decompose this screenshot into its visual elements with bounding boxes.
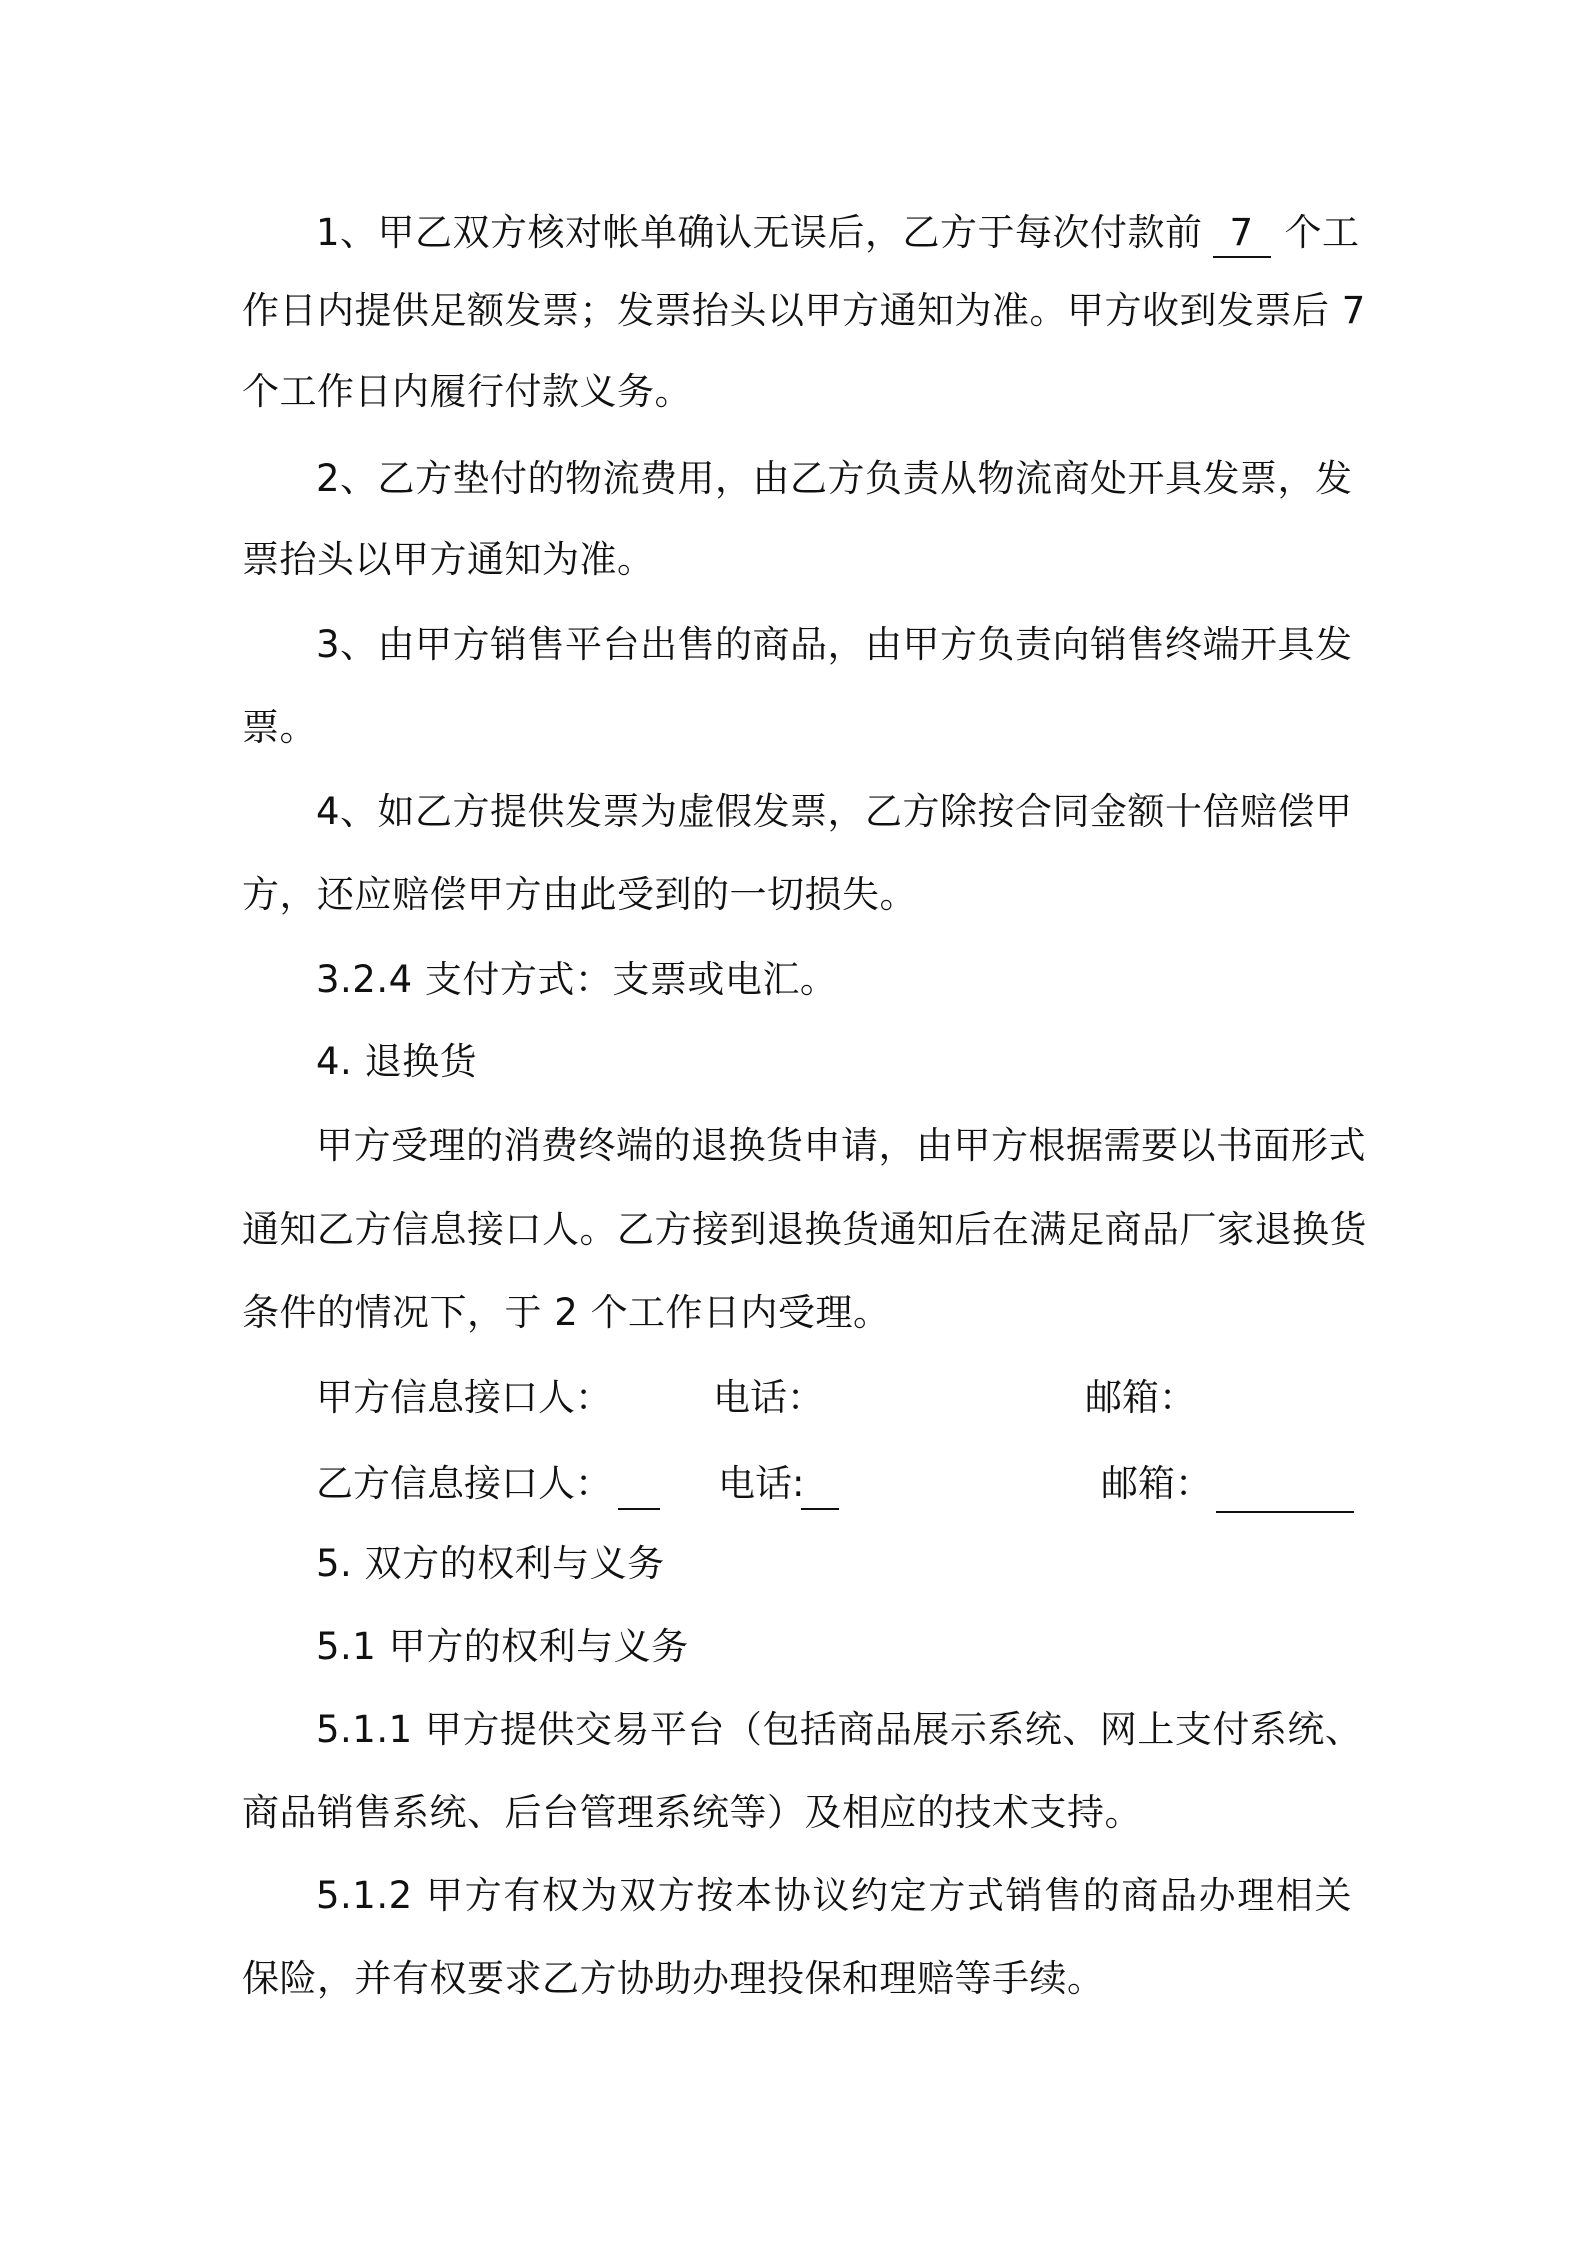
party-b-phone-blank bbox=[801, 1508, 839, 1510]
returns-line-1: 甲方受理的消费终端的退换货申请，由甲方根据需要以书面形式 bbox=[316, 1124, 1366, 1167]
clause-1-line-1 bbox=[316, 208, 1360, 258]
clause-512-line-2: 保险，并有权要求乙方协助办理投保和理赔等手续。 bbox=[242, 1957, 1105, 2000]
clause-3-line-1: 3、由甲方销售平台出售的商品，由甲方负责向销售终端开具发 bbox=[316, 623, 1353, 666]
party-b-email-label: 邮箱： bbox=[1101, 1462, 1212, 1505]
clause-512-line-1: 5.1.2 甲方有权为双方按本协议约定方式销售的商品办理相关 bbox=[316, 1874, 1352, 1917]
days-blank: 7 bbox=[1213, 210, 1271, 258]
clause-4-line-2: 方，还应赔偿甲方由此受到的一切损失。 bbox=[242, 873, 917, 916]
clause-1-line-2: 作日内提供足额发票；发票抬头以甲方通知为准。甲方收到发票后 7 bbox=[242, 289, 1366, 332]
clause-511-line-2: 商品销售系统、后台管理系统等）及相应的技术支持。 bbox=[242, 1791, 1142, 1834]
party-b-phone-label: 电话: bbox=[718, 1462, 805, 1505]
clause-511-line-1: 5.1.1 甲方提供交易平台（包括商品展示系统、网上支付系统、 bbox=[316, 1708, 1363, 1751]
clause-4-line-1: 4、如乙方提供发票为虚假发票，乙方除按合同金额十倍赔偿甲 bbox=[316, 790, 1353, 833]
rights-heading: 5. 双方的权利与义务 bbox=[316, 1542, 665, 1585]
clause-1-text-after: 个工 bbox=[1284, 211, 1360, 254]
party-a-phone-label: 电话： bbox=[713, 1376, 824, 1419]
party-b-email-blank bbox=[1216, 1511, 1354, 1513]
clause-2-line-1: 2、乙方垫付的物流费用，由乙方负责从物流商处开具发票，发 bbox=[316, 457, 1353, 500]
returns-heading: 4. 退换货 bbox=[316, 1040, 478, 1083]
party-a-email-label: 邮箱： bbox=[1085, 1376, 1196, 1419]
party-a-contact-person-label: 甲方信息接口人： bbox=[316, 1376, 612, 1419]
returns-line-2: 通知乙方信息接口人。乙方接到退换货通知后在满足商品厂家退换货 bbox=[242, 1208, 1367, 1251]
clause-1-text-before: 1、甲乙双方核对帐单确认无误后，乙方于每次付款前 bbox=[316, 211, 1203, 254]
party-b-contact-person-label: 乙方信息接口人： bbox=[316, 1462, 612, 1505]
payment-method-clause: 3.2.4 支付方式：支票或电汇。 bbox=[316, 958, 838, 1001]
rights-sub-heading: 5.1 甲方的权利与义务 bbox=[316, 1625, 689, 1668]
clause-3-line-2: 票。 bbox=[242, 706, 317, 749]
returns-line-3: 条件的情况下，于 2 个工作日内受理。 bbox=[242, 1291, 891, 1334]
party-b-contact-person-blank bbox=[618, 1508, 660, 1510]
clause-2-line-2: 票抬头以甲方通知为准。 bbox=[242, 538, 655, 581]
clause-1-line-3: 个工作日内履行付款义务。 bbox=[242, 370, 692, 413]
